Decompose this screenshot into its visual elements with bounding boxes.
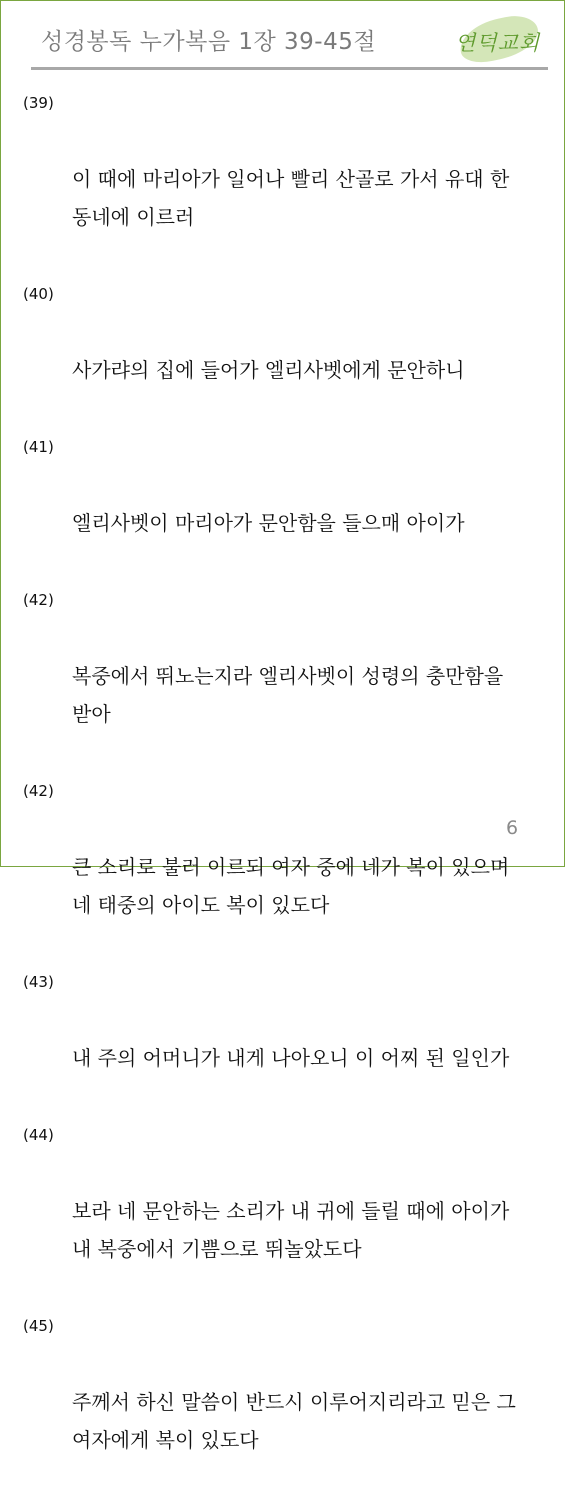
verse-item bbox=[1, 84, 562, 236]
verse-text: 엘리사벳이 마리아가 문안함을 들으매 아이가 bbox=[72, 511, 465, 535]
verse-number: (42) bbox=[23, 782, 54, 800]
verse-item bbox=[1, 1307, 562, 1459]
verse-item bbox=[1, 963, 562, 1077]
church-logo bbox=[451, 11, 551, 66]
verse-list bbox=[1, 84, 564, 1498]
logo-text: 연덕교회 bbox=[455, 31, 541, 55]
verse-number: (41) bbox=[23, 438, 54, 456]
verse-text: 보라 네 문안하는 소리가 내 귀에 들릴 때에 아이가 내 복중에서 기쁨으로 뛰놀았도다 bbox=[72, 1199, 510, 1261]
verse-number: (42) bbox=[23, 591, 54, 609]
verse-item bbox=[1, 428, 562, 542]
header bbox=[1, 1, 564, 71]
verse-item bbox=[1, 1116, 562, 1268]
verse-item bbox=[1, 581, 562, 733]
verse-number: (44) bbox=[23, 1126, 54, 1144]
header-divider bbox=[31, 67, 548, 70]
verse-text: 주께서 하신 말씀이 반드시 이루어지리라고 믿은 그 여자에게 복이 있도다 bbox=[72, 1390, 516, 1452]
verse-number: (43) bbox=[23, 973, 54, 991]
page-title: 성경봉독 누가복음 1장 39-45절 bbox=[41, 29, 377, 55]
page-number: 6 bbox=[506, 817, 519, 839]
verse-number: (40) bbox=[23, 285, 54, 303]
verse-text: 복중에서 뛰노는지라 엘리사벳이 성령의 충만함을 받아 bbox=[72, 664, 504, 726]
verse-item bbox=[1, 275, 562, 389]
verse-item bbox=[1, 772, 562, 924]
verse-number: (45) bbox=[23, 1317, 54, 1335]
verse-text: 큰 소리로 불러 이르되 여자 중에 네가 복이 있으며 네 태중의 아이도 복이 있도다 bbox=[72, 855, 510, 917]
verse-text: 이 때에 마리아가 일어나 빨리 산골로 가서 유대 한 동네에 이르러 bbox=[72, 167, 510, 229]
verse-text: 내 주의 어머니가 내게 나아오니 이 어찌 된 일인가 bbox=[72, 1046, 510, 1070]
verse-number: (39) bbox=[23, 94, 54, 112]
verse-text: 사가랴의 집에 들어가 엘리사벳에게 문안하니 bbox=[72, 358, 465, 382]
